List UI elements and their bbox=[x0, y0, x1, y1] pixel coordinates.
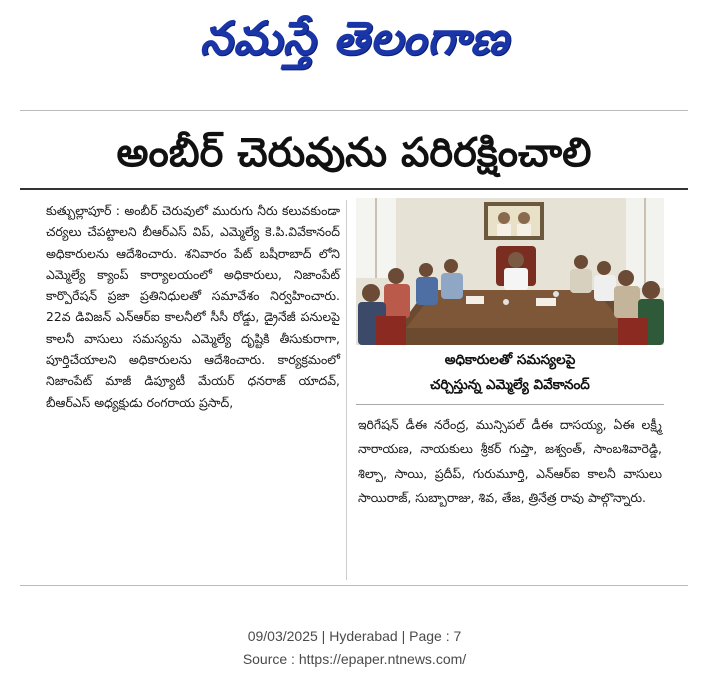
footer-page: Page : 7 bbox=[409, 628, 462, 644]
photo-caption bbox=[356, 346, 664, 405]
footer-separator-2: | bbox=[397, 628, 410, 644]
footer-date: 09/03/2025 bbox=[247, 628, 318, 644]
top-divider bbox=[20, 110, 688, 111]
bottom-divider bbox=[20, 585, 688, 586]
photo-caption-line-2: చర్చిస్తున్న ఎమ్మెల్యే వివేకానంద్ bbox=[430, 377, 590, 393]
article-left-column bbox=[46, 200, 340, 413]
footer-edition-info bbox=[0, 628, 709, 644]
article-headline: అంబీర్ చెరువును పరిరక్షించాలి bbox=[116, 130, 592, 176]
footer-separator-1: | bbox=[317, 628, 330, 644]
article-photo bbox=[356, 198, 664, 345]
article-right-column bbox=[358, 413, 662, 510]
article-left-text: కుత్బుల్లాపూర్ : అంబీర్ చెరువులో మురుగు నీరు కలువకుండా చర్యలు చేపట్టాలని బీఆర్ఎస్ విప్, ఎమ్మెల్యే కె.పి.వివేకానంద్ అధికారులను ఆదేశించారు. శనివారం పేట్ బషీరాబాద్ లోని ఎమ్మెల్యే క్యాంప్ కార్యాలయంలో అధికారులు, నిజాంపేట్ కార్పొరేషన్ ప్రజా ప్రతినిధులతో సమావేశం నిర్వహించారు. 22వ డివిజన్ ఎన్ఆర్ఐ కాలనీలో సీసీ రోడ్డు, డ్రైనేజీ పనులపై కాలనీ వాసులు సమస్యను ఎమ్మెల్యే దృష్టికి తీసుకురాగా, పూర్తిచేయాలని అధికారులను ఆదేశించారు. కార్యక్రమంలో నిజాంపేట్ మాజీ డిప్యూటీ మేయర్ ధనరాజ్ యాదవ్, బీఆర్ఎస్ అధ్యక్షుడు రంగరాయ ప్రసాద్, bbox=[46, 203, 340, 410]
footer-source bbox=[0, 651, 709, 667]
meeting-photo-illustration bbox=[356, 198, 664, 345]
footer-city: Hyderabad bbox=[329, 628, 398, 644]
column-divider bbox=[346, 200, 347, 580]
footer-source-link[interactable]: https://epaper.ntnews.com/ bbox=[298, 651, 467, 667]
photo-caption-line-1: అధికారులతో సమస్యలపై bbox=[444, 352, 576, 368]
footer-source-label: Source : bbox=[242, 651, 299, 667]
headline-divider bbox=[20, 188, 688, 190]
masthead-title: నమస్తే తెలంగాణ bbox=[199, 11, 510, 65]
article-right-text: ఇరిగేషన్ డీఈ నరేంద్ర, మున్సిపల్ డీఈ దాసయ్య, ఏఈ లక్ష్మీ నారాయణ, నాయకులు శ్రీకర్ గుప్తా, జశ్వంత్, సాంబశివారెడ్డి, శిల్పా, సాయి, ప్రదీప్, గురుమూర్తి, ఎన్ఆర్ఐ కాలనీ వాసులు సాయిరాజ్, సుబ్బారాజు, శివ, తేజ, త్రినేత్ర రావు పాల్గొన్నారు. bbox=[358, 417, 662, 505]
